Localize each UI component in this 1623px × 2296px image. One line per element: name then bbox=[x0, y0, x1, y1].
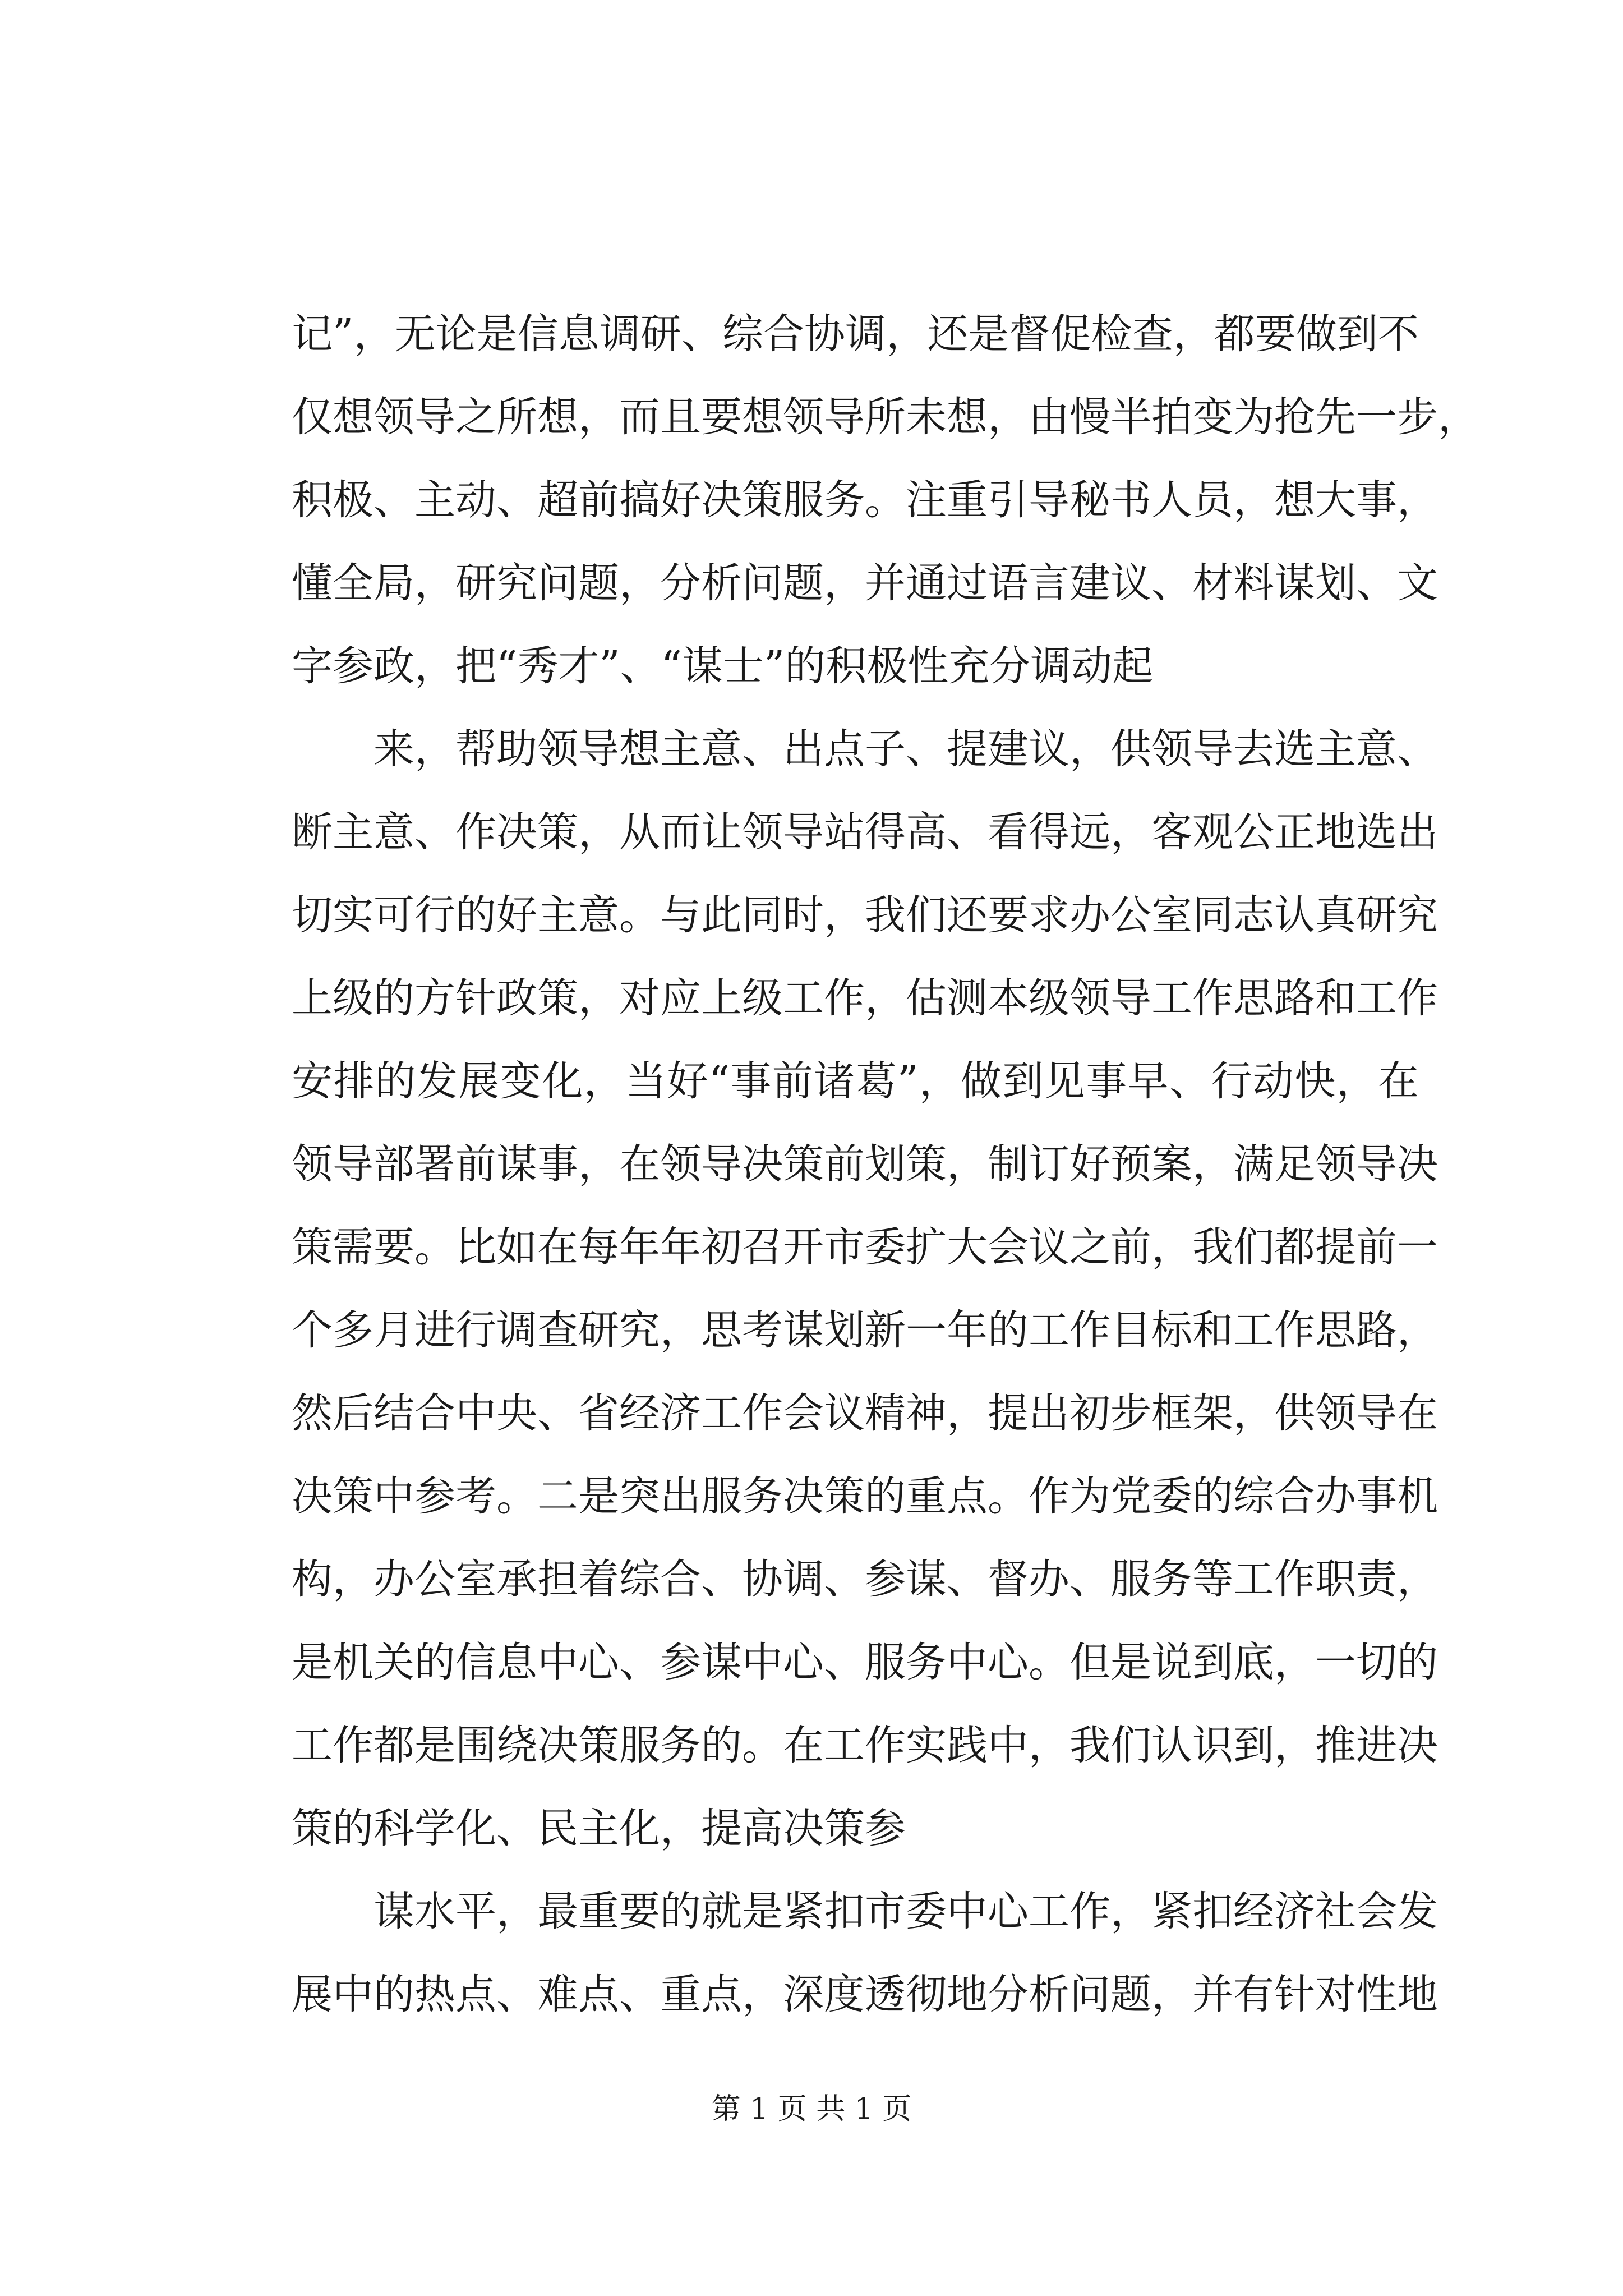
text-line: 仅想领导之所想，而且要想领导所未想，由慢半拍变为抢先一步， bbox=[292, 393, 1479, 441]
text-line: 上级的方针政策，对应上级工作，估测本级领导工作思路和工作 bbox=[292, 974, 1438, 1022]
page-number-footer: 第 1 页 共 1 页 bbox=[711, 2092, 912, 2126]
text-line: 策的科学化、民主化，提高决策参 bbox=[292, 1805, 906, 1852]
text-line: 决策中参考。二是突出服务决策的重点。作为党委的综合办事机 bbox=[292, 1473, 1438, 1520]
text-line: 记”，无论是信息调研、综合协调，还是督促检查，都要做到不 bbox=[292, 310, 1419, 358]
text-line: 字参政，把“秀才”、“谋士”的积极性充分调动起 bbox=[292, 642, 1154, 690]
text-line: 工作都是围绕决策服务的。在工作实践中，我们认识到，推进决 bbox=[292, 1722, 1438, 1769]
text-line: 断主意、作决策，从而让领导站得高、看得远，客观公正地选出 bbox=[292, 808, 1438, 856]
text-line: 展中的热点、难点、重点，深度透彻地分析问题，并有针对性地 bbox=[292, 1971, 1438, 2018]
text-line: 构，办公室承担着综合、协调、参谋、督办、服务等工作职责， bbox=[292, 1556, 1438, 1603]
text-line: 是机关的信息中心、参谋中心、服务中心。但是说到底，一切的 bbox=[292, 1639, 1438, 1686]
text-line: 谋水平，最重要的就是紧扣市委中心工作，紧扣经济社会发 bbox=[374, 1888, 1438, 1935]
text-line: 策需要。比如在每年年初召开市委扩大会议之前，我们都提前一 bbox=[292, 1223, 1438, 1271]
text-line: 领导部署前谋事，在领导决策前划策，制订好预案，满足领导决 bbox=[292, 1140, 1438, 1188]
text-line: 然后结合中央、省经济工作会议精神，提出初步框架，供领导在 bbox=[292, 1389, 1438, 1437]
text-line: 积极、主动、超前搞好决策服务。注重引导秘书人员，想大事， bbox=[292, 476, 1438, 524]
text-line: 安排的发展变化，当好“事前诸葛”，做到见事早、行动快，在 bbox=[292, 1057, 1419, 1105]
text-line: 个多月进行调查研究，思考谋划新一年的工作目标和工作思路， bbox=[292, 1306, 1438, 1354]
text-line: 切实可行的好主意。与此同时，我们还要求办公室同志认真研究 bbox=[292, 891, 1438, 939]
text-line: 懂全局，研究问题，分析问题，并通过语言建议、材料谋划、文 bbox=[292, 559, 1438, 607]
text-line: 来，帮助领导想主意、出点子、提建议，供领导去选主意、 bbox=[374, 725, 1438, 773]
